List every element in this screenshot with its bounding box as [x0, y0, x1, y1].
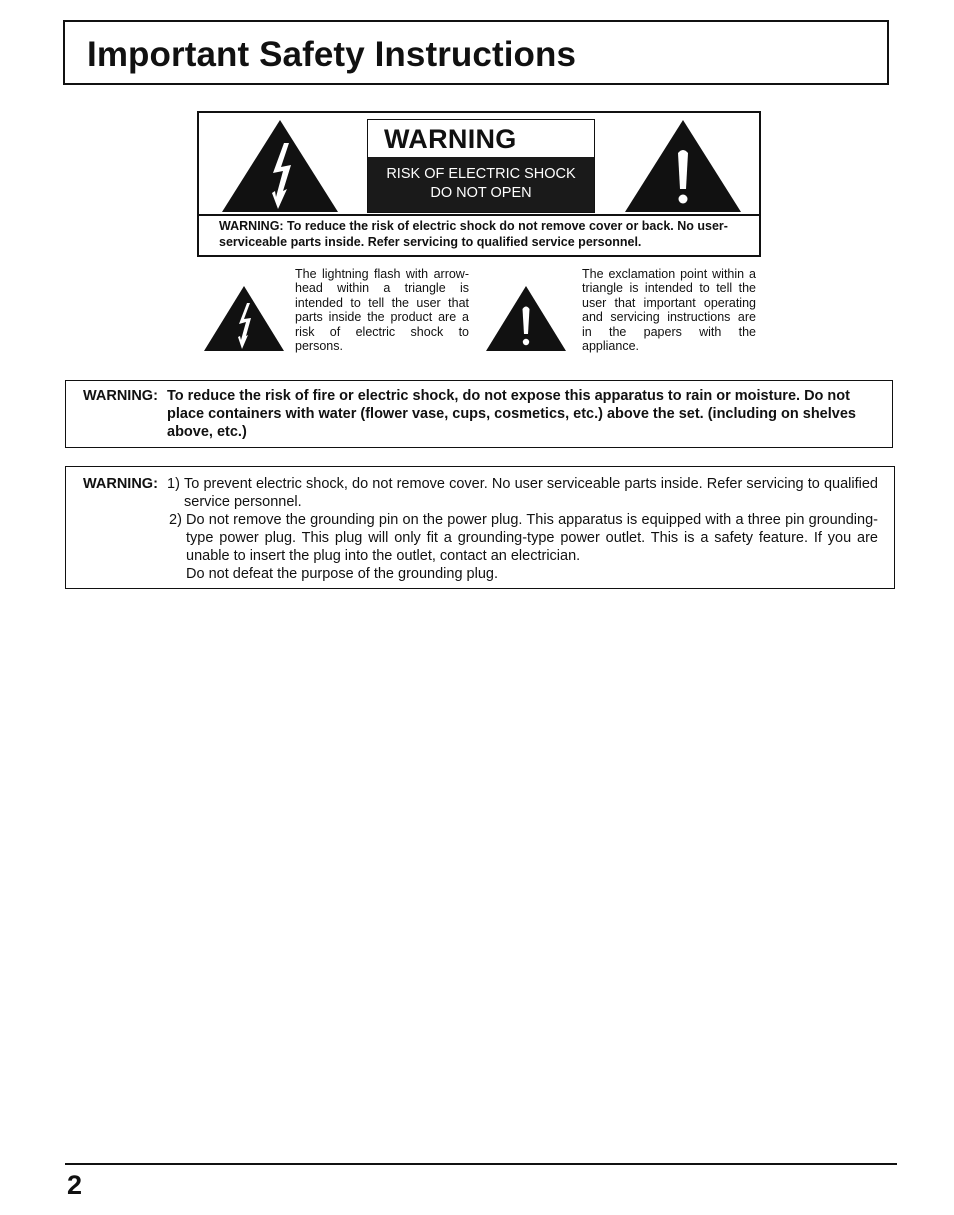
title-box	[63, 20, 889, 85]
panel-caption: WARNING: To reduce the risk of electric shock do not remove cover or back. No user-serviceable parts inside. Refer servicing to qualified service personnel.	[219, 219, 728, 249]
warning-panel	[197, 111, 761, 257]
item-number: 2)	[169, 512, 182, 528]
lightning-warning-icon	[221, 119, 339, 213]
footer-divider	[65, 1163, 897, 1165]
panel-divider	[199, 214, 759, 216]
page-number: 2	[67, 1170, 83, 1200]
lightning-explanation: The lightning flash with arrow-head within a triangle is intended to tell the user that parts inside the product are a risk of electric shock to persons.	[295, 267, 469, 354]
warning-label: WARNING:	[83, 476, 158, 492]
warning-item	[169, 511, 878, 583]
warning-label: WARNING:	[83, 388, 158, 404]
page-title: Important Safety Instructions	[87, 35, 577, 74]
item-number: 1)	[167, 476, 180, 492]
warning-item	[167, 475, 878, 511]
warning-box-electric	[65, 466, 895, 589]
sign-line-2: DO NOT OPEN	[430, 185, 532, 201]
exclamation-warning-icon	[624, 119, 742, 213]
item-extra-text: Do not defeat the purpose of the grounding plug.	[186, 566, 498, 582]
item-text: To prevent electric shock, do not remove cover. No user serviceable parts inside. Refer servicing to qualified service personnel.	[184, 476, 878, 510]
warning-box-moisture	[65, 380, 893, 448]
sign-line-1: RISK OF ELECTRIC SHOCK	[386, 166, 576, 182]
exclamation-explanation: The exclamation point within a triangle is intended to tell the user that important operating and servicing instructions are in the papers with the appliance.	[582, 267, 756, 354]
item-text: Do not remove the grounding pin on the power plug. This apparatus is equipped with a three pin grounding-type power plug. This plug will only fit a grounding-type power outlet. This is a safety feature. If you are unable to insert the plug into the outlet, contact an electrician.	[186, 512, 878, 564]
lightning-warning-icon	[203, 285, 285, 352]
warning-sign-label	[367, 119, 595, 213]
exclamation-warning-icon	[485, 285, 567, 352]
warning-sign-strip	[368, 157, 594, 212]
warning-text: To reduce the risk of fire or electric shock, do not expose this apparatus to rain or moisture. Do not place containers with water (flower vase, cups, cosmetics, etc.) above the set. (including on shelves above, etc.)	[167, 388, 856, 440]
warning-heading: WARNING	[384, 124, 517, 154]
